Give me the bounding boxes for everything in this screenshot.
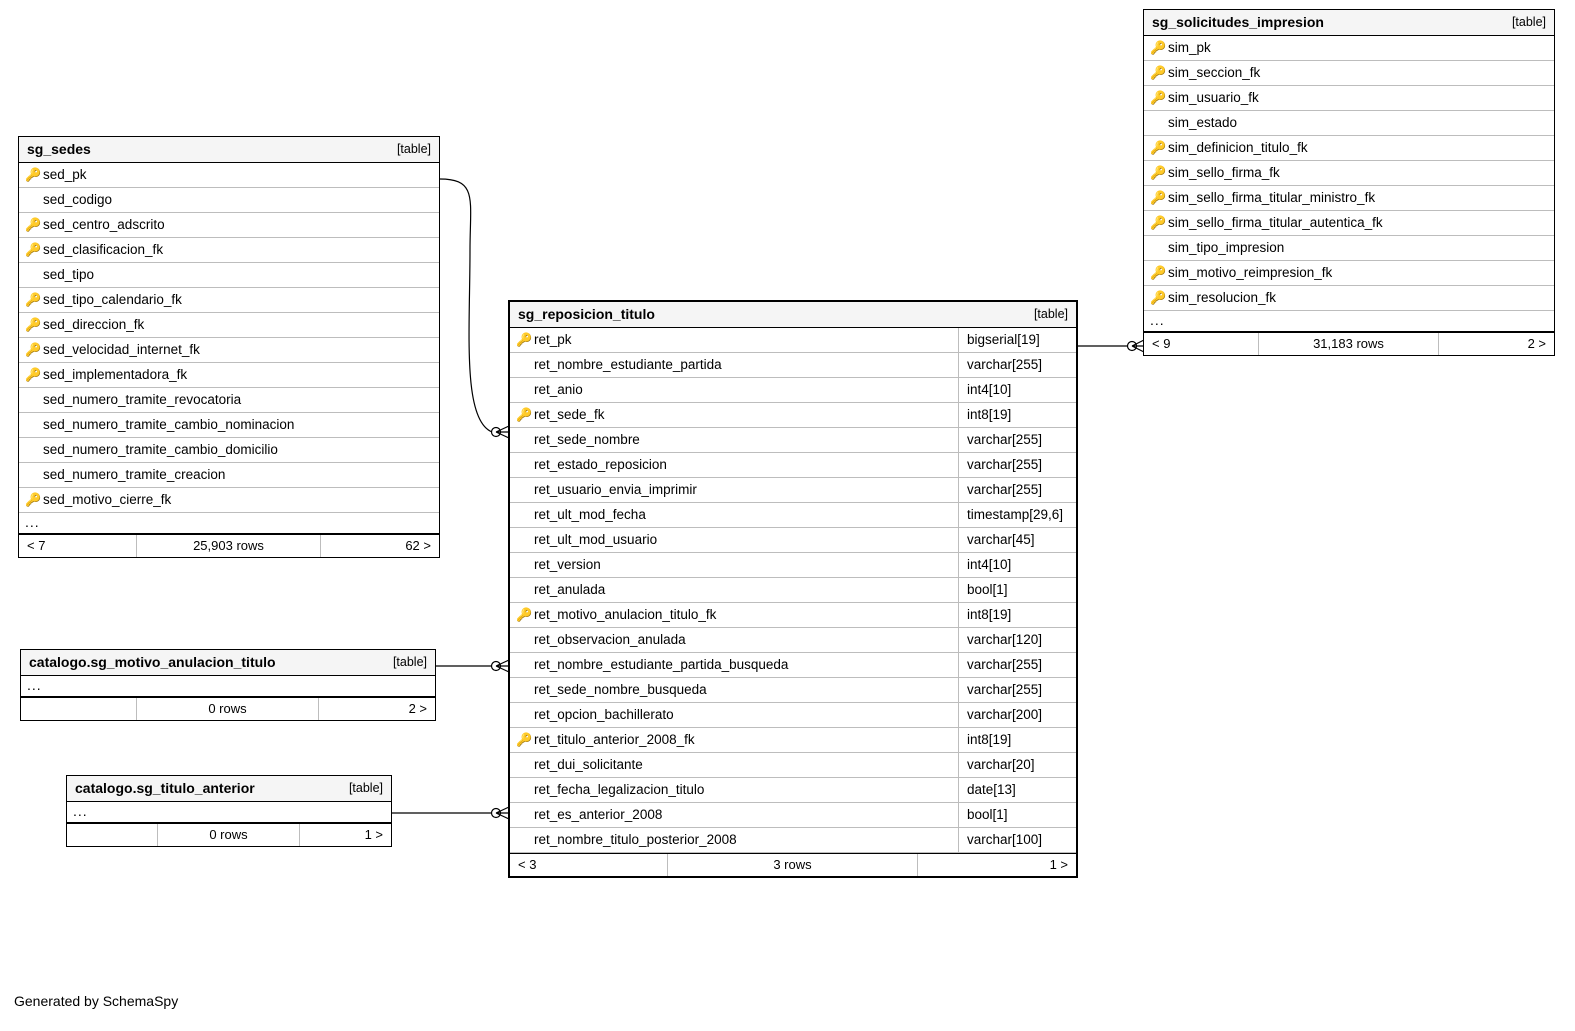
table-row [510,678,1076,703]
table-row [510,778,1076,803]
table-type-tag: [table] [348,781,383,795]
foreign-key-icon: 🔑 [25,317,42,332]
column-name: sed_clasificacion_fk [43,242,164,257]
table-sg_reposicion_titulo[interactable] [508,300,1078,878]
incoming-relations-count[interactable]: < 3 [510,854,668,876]
table-catalogo-sg-titulo-anterior[interactable] [66,775,392,847]
outgoing-relations-count[interactable]: 2 > [408,701,427,716]
table-row [510,553,1076,578]
table-row [1144,36,1554,61]
column-name: sed_tipo_calendario_fk [43,292,182,307]
table-row [19,288,439,313]
table-row [19,438,439,463]
column-name: ret_usuario_envia_imprimir [534,482,697,497]
row-count: 25,903 rows [137,535,322,557]
foreign-key-icon: 🔑 [516,607,533,622]
column-name: sed_motivo_cierre_fk [43,492,172,507]
column-type: varchar[255] [958,428,1076,452]
table-title: catalogo.sg_motivo_anulacion_titulo [29,654,276,670]
table-row [19,338,439,363]
column-name: sed_numero_tramite_cambio_domicilio [43,442,278,457]
incoming-relations-count[interactable]: < 7 [19,535,137,557]
column-name: sed_codigo [43,192,113,207]
column-name: sed_direccion_fk [43,317,145,332]
table-row [19,188,439,213]
table-row [19,488,439,513]
table-row [510,453,1076,478]
column-name: ret_nombre_estudiante_partida [534,357,722,372]
column-name: ret_pk [534,332,572,347]
table-row [510,503,1076,528]
column-name: sim_definicion_titulo_fk [1168,140,1308,155]
column-name: sed_implementadora_fk [43,367,188,382]
column-type: varchar[255] [958,453,1076,477]
foreign-key-icon: 🔑 [25,492,42,507]
table-row [510,378,1076,403]
table-row [510,653,1076,678]
foreign-key-icon: 🔑 [1150,290,1167,305]
column-type: bool[1] [958,578,1076,602]
table-row [510,603,1076,628]
table-row [1144,261,1554,286]
table-sg_sedes[interactable] [18,136,440,558]
table-row [1144,286,1554,311]
column-name: ret_ult_mod_usuario [534,532,658,547]
foreign-key-icon: 🔑 [1150,215,1167,230]
column-name: sed_velocidad_internet_fk [43,342,200,357]
table-row [1144,61,1554,86]
column-name: sim_sello_firma_titular_autentica_fk [1168,215,1383,230]
column-name: ret_titulo_anterior_2008_fk [534,732,695,747]
column-name: sim_pk [1168,40,1211,55]
table-row [19,238,439,263]
table-row [510,478,1076,503]
column-name: sed_numero_tramite_creacion [43,467,226,482]
column-name: ret_nombre_estudiante_partida_busqueda [534,657,789,672]
table-type-tag: [table] [1033,307,1068,321]
table-row [510,428,1076,453]
primary-key-icon: 🔑 [25,167,42,182]
more-columns-ellipsis: ... [67,802,391,823]
column-name: sim_tipo_impresion [1168,240,1285,255]
table-header [19,137,439,163]
column-name: ret_dui_solicitante [534,757,643,772]
column-type: varchar[120] [958,628,1076,652]
table-row [510,578,1076,603]
column-name: sim_motivo_reimpresion_fk [1168,265,1333,280]
column-name: ret_sede_fk [534,407,605,422]
more-columns-ellipsis: ... [19,513,439,534]
table-type-tag: [table] [396,142,431,156]
row-count: 0 rows [158,824,301,846]
table-row [19,463,439,488]
column-type: varchar[255] [958,653,1076,677]
foreign-key-icon: 🔑 [25,367,42,382]
table-row [1144,136,1554,161]
foreign-key-icon: 🔑 [1150,90,1167,105]
column-type: varchar[255] [958,678,1076,702]
column-type: varchar[45] [958,528,1076,552]
table-header [1144,10,1554,36]
table-row [19,363,439,388]
table-header [21,650,435,676]
column-type: date[13] [958,778,1076,802]
row-count: 0 rows [137,698,319,720]
table-footer [1144,332,1554,355]
foreign-key-icon: 🔑 [1150,265,1167,280]
table-type-tag: [table] [392,655,427,669]
column-name: ret_sede_nombre [534,432,640,447]
foreign-key-icon: 🔑 [25,342,42,357]
column-name: ret_anulada [534,582,606,597]
incoming-relations-count[interactable]: < 9 [1144,333,1259,355]
column-type: varchar[255] [958,478,1076,502]
column-name: sed_centro_adscrito [43,217,165,232]
column-name: ret_version [534,557,601,572]
column-name: sed_numero_tramite_revocatoria [43,392,242,407]
table-footer [19,534,439,557]
column-name: sim_sello_firma_fk [1168,165,1280,180]
incoming-relations-count[interactable] [67,824,158,846]
column-name: sim_seccion_fk [1168,65,1261,80]
table-header [510,302,1076,328]
foreign-key-icon: 🔑 [25,292,42,307]
column-type: int8[19] [958,603,1076,627]
column-name: sim_usuario_fk [1168,90,1259,105]
column-name: ret_sede_nombre_busqueda [534,682,707,697]
table-row [19,313,439,338]
column-name: ret_fecha_legalizacion_titulo [534,782,705,797]
table-footer [21,697,435,720]
table-row [510,628,1076,653]
incoming-relations-count[interactable] [21,698,137,720]
outgoing-relations-count[interactable]: 2 > [1527,336,1546,351]
table-row [1144,211,1554,236]
table-row [1144,161,1554,186]
column-type: int4[10] [958,378,1076,402]
table-header [67,776,391,802]
outgoing-relations-count[interactable]: 1 > [1049,857,1068,872]
column-name: ret_nombre_titulo_posterior_2008 [534,832,737,847]
table-type-tag: [table] [1511,15,1546,29]
table-row [510,353,1076,378]
table-sg_solicitudes_impresion[interactable] [1143,9,1555,356]
table-title: sg_reposicion_titulo [518,306,655,322]
column-name: sim_sello_firma_titular_ministro_fk [1168,190,1376,205]
column-name: ret_estado_reposicion [534,457,667,472]
table-catalogo-sg-motivo-anulacion-titulo[interactable] [20,649,436,721]
table-row [510,828,1076,853]
table-title: sg_sedes [27,141,91,157]
table-row [19,263,439,288]
column-type: timestamp[29,6] [958,503,1076,527]
more-columns-ellipsis: ... [1144,311,1554,332]
column-name: sim_estado [1168,115,1238,130]
table-row [510,328,1076,353]
column-type: int8[19] [958,403,1076,427]
more-columns-ellipsis: ... [21,676,435,697]
column-type: int4[10] [958,553,1076,577]
table-row [1144,111,1554,136]
column-name: sim_resolucion_fk [1168,290,1277,305]
column-type: int8[19] [958,728,1076,752]
foreign-key-icon: 🔑 [1150,165,1167,180]
table-row [510,803,1076,828]
generator-credit: Generated by SchemaSpy [14,993,179,1009]
column-name: sed_numero_tramite_cambio_nominacion [43,417,295,432]
row-count: 3 rows [668,854,917,876]
table-row [510,753,1076,778]
table-footer [510,853,1076,876]
column-name: ret_opcion_bachillerato [534,707,674,722]
table-title: catalogo.sg_titulo_anterior [75,780,255,796]
column-type: varchar[255] [958,353,1076,377]
table-row [510,728,1076,753]
table-row [19,163,439,188]
column-name: ret_ult_mod_fecha [534,507,646,522]
foreign-key-icon: 🔑 [25,242,42,257]
table-row [510,403,1076,428]
table-row [19,413,439,438]
column-type: bool[1] [958,803,1076,827]
column-name: ret_observacion_anulada [534,632,686,647]
column-name: ret_anio [534,382,583,397]
primary-key-icon: 🔑 [1150,40,1167,55]
column-name: sed_pk [43,167,87,182]
table-row [19,388,439,413]
column-name: ret_es_anterior_2008 [534,807,663,822]
table-footer [67,823,391,846]
table-row [510,703,1076,728]
row-count: 31,183 rows [1259,333,1439,355]
table-row [510,528,1076,553]
foreign-key-icon: 🔑 [516,732,533,747]
table-title: sg_solicitudes_impresion [1152,14,1324,30]
column-name: ret_motivo_anulacion_titulo_fk [534,607,717,622]
primary-key-icon: 🔑 [516,332,533,347]
foreign-key-icon: 🔑 [1150,65,1167,80]
foreign-key-icon: 🔑 [1150,190,1167,205]
table-row [19,213,439,238]
foreign-key-icon: 🔑 [516,407,533,422]
column-type: varchar[100] [958,828,1076,852]
table-row [1144,86,1554,111]
table-row [1144,186,1554,211]
table-row [1144,236,1554,261]
outgoing-relations-count[interactable]: 1 > [364,827,383,842]
foreign-key-icon: 🔑 [1150,140,1167,155]
column-type: bigserial[19] [958,328,1076,352]
column-type: varchar[200] [958,703,1076,727]
outgoing-relations-count[interactable]: 62 > [405,538,431,553]
foreign-key-icon: 🔑 [25,217,42,232]
column-type: varchar[20] [958,753,1076,777]
column-name: sed_tipo [43,267,95,282]
